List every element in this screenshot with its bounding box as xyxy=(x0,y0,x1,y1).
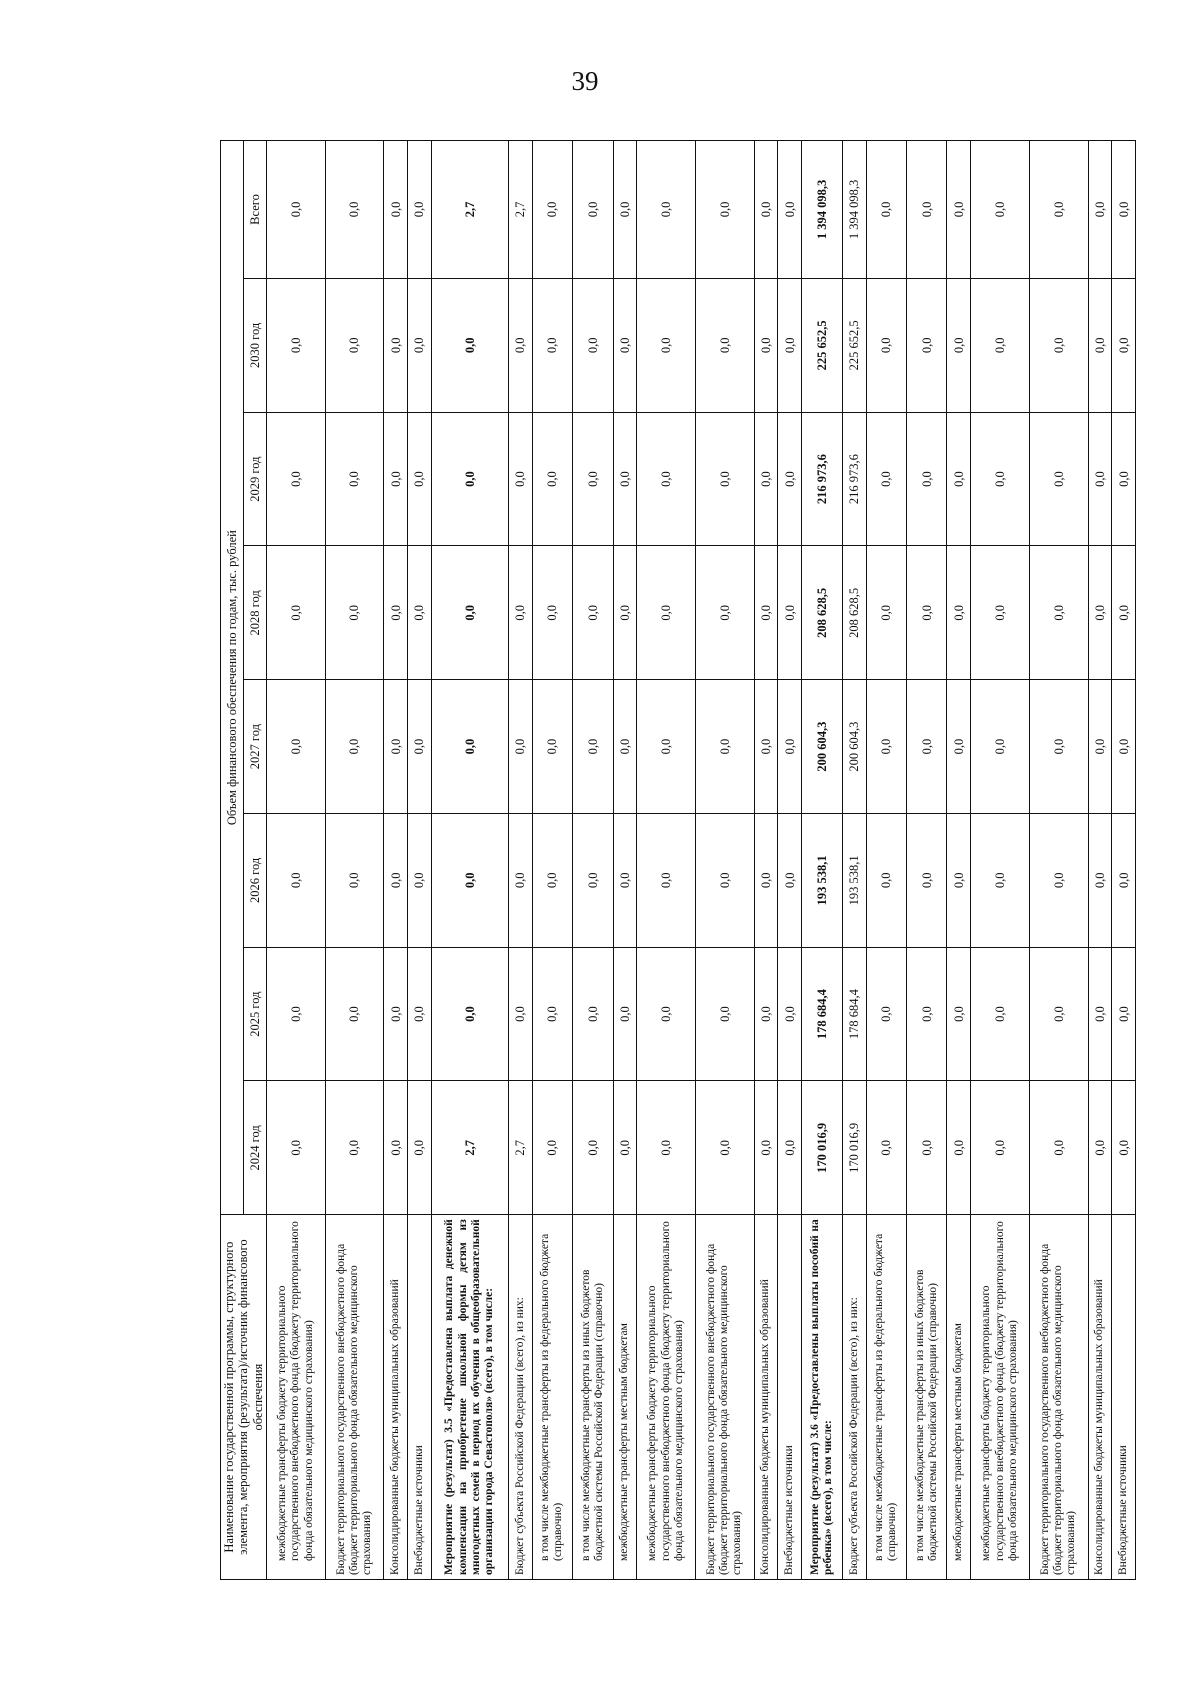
row-value: 0,0 xyxy=(1112,947,1136,1081)
row-value: 0,0 xyxy=(408,813,432,947)
table-row xyxy=(1088,141,1112,1580)
row-value: 0,0 xyxy=(695,546,754,680)
row-value: 0,0 xyxy=(325,947,384,1081)
header-volume-caption: Объем финансового обеспечения по годам, тыс. рублей xyxy=(221,141,244,1215)
row-value: 0,0 xyxy=(267,546,326,680)
row-value: 208 628,5 xyxy=(842,546,866,680)
row-value: 0,0 xyxy=(573,813,613,947)
row-label: Бюджет территориального государственного внебюджетного фонда (бюджет территориального фонда обязательного медицинского страхования) xyxy=(1029,1215,1088,1580)
header-year-1: 2025 год xyxy=(244,947,267,1081)
row-value: 2,7 xyxy=(508,1081,532,1215)
row-value: 0,0 xyxy=(613,680,637,814)
table-row xyxy=(971,141,1030,1580)
financing-table xyxy=(220,140,1136,1580)
row-value: 0,0 xyxy=(613,1081,637,1215)
row-value: 0,0 xyxy=(947,546,971,680)
row-value: 0,0 xyxy=(1088,412,1112,546)
row-value: 0,0 xyxy=(1088,947,1112,1081)
row-value: 0,0 xyxy=(754,1081,778,1215)
row-value: 0,0 xyxy=(778,947,802,1081)
row-value: 0,0 xyxy=(947,680,971,814)
row-value: 0,0 xyxy=(778,1081,802,1215)
row-value: 170 016,9 xyxy=(842,1081,866,1215)
row-value: 0,0 xyxy=(637,680,696,814)
row-value: 216 973,6 xyxy=(802,412,842,546)
row-value: 0,0 xyxy=(637,278,696,412)
row-value: 0,0 xyxy=(695,412,754,546)
row-label: Внебюджетные источники xyxy=(408,1215,432,1580)
row-value: 0,0 xyxy=(384,141,408,279)
row-value: 0,0 xyxy=(754,813,778,947)
row-value: 0,0 xyxy=(866,546,906,680)
row-value: 0,0 xyxy=(637,546,696,680)
row-value: 0,0 xyxy=(408,412,432,546)
row-value: 0,0 xyxy=(866,412,906,546)
row-label: межбюджетные трансферты местным бюджетам xyxy=(947,1215,971,1580)
row-value: 216 973,6 xyxy=(842,412,866,546)
table-row xyxy=(267,141,326,1580)
row-value: 0,0 xyxy=(866,813,906,947)
row-value: 0,0 xyxy=(907,278,947,412)
table-row xyxy=(802,141,842,1580)
row-value: 0,0 xyxy=(573,278,613,412)
row-value: 178 684,4 xyxy=(802,947,842,1081)
row-label: в том числе межбюджетные трансферты из федерального бюджета (справочно) xyxy=(866,1215,906,1580)
row-value: 0,0 xyxy=(971,546,1030,680)
row-value: 0,0 xyxy=(1029,1081,1088,1215)
row-value: 0,0 xyxy=(754,680,778,814)
table-row xyxy=(1029,141,1088,1580)
row-value: 0,0 xyxy=(754,141,778,279)
row-value: 0,0 xyxy=(778,278,802,412)
table-row xyxy=(866,141,906,1580)
row-value: 0,0 xyxy=(267,1081,326,1215)
header-year-4: 2028 год xyxy=(244,546,267,680)
row-value: 0,0 xyxy=(573,546,613,680)
row-value: 0,0 xyxy=(532,947,572,1081)
header-year-5: 2029 год xyxy=(244,412,267,546)
row-value: 0,0 xyxy=(1029,813,1088,947)
row-value: 0,0 xyxy=(384,947,408,1081)
row-value: 0,0 xyxy=(508,546,532,680)
row-value: 0,0 xyxy=(695,813,754,947)
row-value: 0,0 xyxy=(508,412,532,546)
table-row xyxy=(637,141,696,1580)
row-value: 2,7 xyxy=(432,1081,509,1215)
row-value: 193 538,1 xyxy=(842,813,866,947)
table-row xyxy=(508,141,532,1580)
header-row-caption xyxy=(221,141,244,1580)
row-value: 0,0 xyxy=(754,278,778,412)
row-value: 0,0 xyxy=(613,813,637,947)
row-value: 0,0 xyxy=(532,546,572,680)
row-value: 0,0 xyxy=(384,278,408,412)
row-value: 200 604,3 xyxy=(802,680,842,814)
row-value: 0,0 xyxy=(1088,813,1112,947)
row-value: 0,0 xyxy=(613,947,637,1081)
row-value: 0,0 xyxy=(971,141,1030,279)
row-value: 0,0 xyxy=(695,947,754,1081)
row-label: Консолидированные бюджеты муниципальных образований xyxy=(1088,1215,1112,1580)
row-label: Внебюджетные источники xyxy=(1112,1215,1136,1580)
table-row xyxy=(432,141,509,1580)
row-value: 0,0 xyxy=(637,947,696,1081)
row-value: 0,0 xyxy=(325,141,384,279)
row-value: 0,0 xyxy=(637,1081,696,1215)
row-value: 0,0 xyxy=(754,546,778,680)
row-value: 0,0 xyxy=(508,813,532,947)
row-value: 0,0 xyxy=(778,412,802,546)
row-label: Бюджет территориального государственного внебюджетного фонда (бюджет территориального фонда обязательного медицинского страхования) xyxy=(325,1215,384,1580)
row-value: 0,0 xyxy=(778,141,802,279)
row-value: 0,0 xyxy=(907,412,947,546)
row-value: 0,0 xyxy=(971,1081,1030,1215)
row-label: в том числе межбюджетные трансферты из иных бюджетов бюджетной системы Российской Федерации (справочно) xyxy=(573,1215,613,1580)
row-label: Внебюджетные источники xyxy=(778,1215,802,1580)
row-value: 0,0 xyxy=(384,813,408,947)
row-value: 0,0 xyxy=(971,412,1030,546)
row-value: 0,0 xyxy=(325,680,384,814)
row-value: 0,0 xyxy=(384,680,408,814)
row-label: межбюджетные трансферты бюджету территориального государственного внебюджетного фонда (бюджету территориального фонда обязательного медицинского страхования) xyxy=(971,1215,1030,1580)
row-value: 0,0 xyxy=(573,141,613,279)
row-value: 0,0 xyxy=(508,278,532,412)
row-value: 0,0 xyxy=(1029,141,1088,279)
row-value: 1 394 098,3 xyxy=(802,141,842,279)
row-label: межбюджетные трансферты местным бюджетам xyxy=(613,1215,637,1580)
row-value: 0,0 xyxy=(384,412,408,546)
row-label: Консолидированные бюджеты муниципальных образований xyxy=(384,1215,408,1580)
row-value: 0,0 xyxy=(907,546,947,680)
row-value: 0,0 xyxy=(1029,680,1088,814)
rotated-table-inner xyxy=(220,140,1131,1580)
row-value: 0,0 xyxy=(754,947,778,1081)
row-value: 0,0 xyxy=(325,546,384,680)
row-value: 200 604,3 xyxy=(842,680,866,814)
row-value: 0,0 xyxy=(1112,278,1136,412)
row-value: 0,0 xyxy=(1112,680,1136,814)
row-value: 0,0 xyxy=(947,278,971,412)
row-value: 0,0 xyxy=(325,412,384,546)
row-value: 0,0 xyxy=(1112,813,1136,947)
row-value: 0,0 xyxy=(947,813,971,947)
row-value: 0,0 xyxy=(532,680,572,814)
row-value: 0,0 xyxy=(947,412,971,546)
row-value: 0,0 xyxy=(573,1081,613,1215)
row-value: 0,0 xyxy=(432,546,509,680)
row-value: 0,0 xyxy=(432,680,509,814)
row-value: 0,0 xyxy=(267,141,326,279)
row-value: 0,0 xyxy=(532,141,572,279)
row-value: 0,0 xyxy=(508,680,532,814)
row-value: 0,0 xyxy=(1112,1081,1136,1215)
row-value: 0,0 xyxy=(866,680,906,814)
header-name-column: Наименование государственной программы, структурного элемента, мероприятия (результата)/источник финансового обеспечения xyxy=(221,1215,267,1580)
row-value: 0,0 xyxy=(907,680,947,814)
row-value: 0,0 xyxy=(695,680,754,814)
row-value: 178 684,4 xyxy=(842,947,866,1081)
row-value: 0,0 xyxy=(613,546,637,680)
row-value: 0,0 xyxy=(778,813,802,947)
row-value: 0,0 xyxy=(432,278,509,412)
table-row xyxy=(1112,141,1136,1580)
row-label: Мероприятие (результат) 3.5 «Предоставлена выплата денежной компенсации на приобретение школьной формы детям из многодетных семей в период их обучения в общеобразовательной организации города Севастополя» (всего), в том числе: xyxy=(432,1215,509,1580)
row-value: 0,0 xyxy=(613,412,637,546)
table-row xyxy=(907,141,947,1580)
header-year-7: Всего xyxy=(244,141,267,279)
row-value: 0,0 xyxy=(532,1081,572,1215)
row-value: 0,0 xyxy=(408,278,432,412)
row-value: 0,0 xyxy=(408,680,432,814)
row-label: Мероприятие (результат) 3.6 «Предоставлены выплаты пособий на ребенка» (всего), в том числе: xyxy=(802,1215,842,1580)
table-row xyxy=(532,141,572,1580)
row-value: 2,7 xyxy=(432,141,509,279)
row-value: 0,0 xyxy=(432,947,509,1081)
row-label: Бюджет субъекта Российской Федерации (всего), из них: xyxy=(508,1215,532,1580)
row-value: 0,0 xyxy=(573,680,613,814)
row-value: 0,0 xyxy=(778,680,802,814)
row-value: 0,0 xyxy=(637,412,696,546)
table-row xyxy=(325,141,384,1580)
row-value: 0,0 xyxy=(325,813,384,947)
row-value: 0,0 xyxy=(907,1081,947,1215)
row-value: 0,0 xyxy=(325,278,384,412)
row-value: 193 538,1 xyxy=(802,813,842,947)
row-value: 0,0 xyxy=(573,947,613,1081)
row-value: 0,0 xyxy=(866,947,906,1081)
row-value: 0,0 xyxy=(637,141,696,279)
row-value: 0,0 xyxy=(866,141,906,279)
row-value: 0,0 xyxy=(778,546,802,680)
row-value: 0,0 xyxy=(1112,141,1136,279)
row-label: Консолидированные бюджеты муниципальных образований xyxy=(754,1215,778,1580)
table-row xyxy=(947,141,971,1580)
row-value: 0,0 xyxy=(1088,680,1112,814)
row-value: 0,0 xyxy=(432,813,509,947)
row-value: 0,0 xyxy=(947,141,971,279)
row-label: межбюджетные трансферты бюджету территориального государственного внебюджетного фонда (бюджету территориального фонда обязательного медицинского страхования) xyxy=(267,1215,326,1580)
row-value: 0,0 xyxy=(532,412,572,546)
row-value: 0,0 xyxy=(1088,278,1112,412)
row-value: 0,0 xyxy=(267,680,326,814)
row-value: 2,7 xyxy=(508,141,532,279)
row-value: 0,0 xyxy=(532,813,572,947)
row-value: 0,0 xyxy=(1029,546,1088,680)
row-value: 0,0 xyxy=(1029,947,1088,1081)
row-value: 0,0 xyxy=(613,141,637,279)
row-value: 0,0 xyxy=(695,278,754,412)
row-label: Бюджет субъекта Российской Федерации (всего), из них: xyxy=(842,1215,866,1580)
row-value: 0,0 xyxy=(866,1081,906,1215)
header-year-2: 2026 год xyxy=(244,813,267,947)
row-value: 0,0 xyxy=(1088,546,1112,680)
table-row xyxy=(384,141,408,1580)
row-value: 0,0 xyxy=(384,546,408,680)
row-value: 208 628,5 xyxy=(802,546,842,680)
row-value: 0,0 xyxy=(1112,412,1136,546)
row-value: 0,0 xyxy=(267,813,326,947)
row-value: 0,0 xyxy=(408,947,432,1081)
row-value: 0,0 xyxy=(613,278,637,412)
row-value: 0,0 xyxy=(267,412,326,546)
row-value: 0,0 xyxy=(573,412,613,546)
row-value: 0,0 xyxy=(947,947,971,1081)
row-value: 0,0 xyxy=(695,141,754,279)
row-value: 0,0 xyxy=(695,1081,754,1215)
row-label: межбюджетные трансферты бюджету территориального государственного внебюджетного фонда (бюджету территориального фонда обязательного медицинского страхования) xyxy=(637,1215,696,1580)
table-row xyxy=(754,141,778,1580)
row-label: Бюджет территориального государственного внебюджетного фонда (бюджет территориального фонда обязательного медицинского страхования) xyxy=(695,1215,754,1580)
row-value: 0,0 xyxy=(1088,1081,1112,1215)
row-value: 0,0 xyxy=(971,278,1030,412)
table-row xyxy=(778,141,802,1580)
header-year-0: 2024 год xyxy=(244,1081,267,1215)
row-value: 0,0 xyxy=(384,1081,408,1215)
row-value: 0,0 xyxy=(408,546,432,680)
row-value: 0,0 xyxy=(1088,141,1112,279)
row-value: 0,0 xyxy=(754,412,778,546)
row-value: 170 016,9 xyxy=(802,1081,842,1215)
header-year-3: 2027 год xyxy=(244,680,267,814)
row-value: 0,0 xyxy=(907,947,947,1081)
row-value: 1 394 098,3 xyxy=(842,141,866,279)
table-body xyxy=(267,141,1136,1580)
row-value: 0,0 xyxy=(325,1081,384,1215)
row-value: 0,0 xyxy=(907,813,947,947)
row-value: 0,0 xyxy=(1112,546,1136,680)
row-label: в том числе межбюджетные трансферты из иных бюджетов бюджетной системы Российской Федерации (справочно) xyxy=(907,1215,947,1580)
row-value: 0,0 xyxy=(267,278,326,412)
row-value: 0,0 xyxy=(267,947,326,1081)
row-value: 0,0 xyxy=(971,813,1030,947)
row-value: 0,0 xyxy=(408,1081,432,1215)
table-row xyxy=(613,141,637,1580)
row-value: 0,0 xyxy=(637,813,696,947)
page-number: 39 xyxy=(571,66,599,96)
table-row xyxy=(695,141,754,1580)
row-value: 0,0 xyxy=(408,141,432,279)
table-row xyxy=(408,141,432,1580)
header-year-6: 2030 год xyxy=(244,278,267,412)
row-value: 0,0 xyxy=(1029,412,1088,546)
row-value: 225 652,5 xyxy=(802,278,842,412)
row-value: 0,0 xyxy=(1029,278,1088,412)
rotated-table-area xyxy=(220,140,1131,1580)
row-value: 225 652,5 xyxy=(842,278,866,412)
row-value: 0,0 xyxy=(432,412,509,546)
row-value: 0,0 xyxy=(508,947,532,1081)
table-row xyxy=(573,141,613,1580)
row-label: в том числе межбюджетные трансферты из федерального бюджета (справочно) xyxy=(532,1215,572,1580)
row-value: 0,0 xyxy=(947,1081,971,1215)
table-row xyxy=(842,141,866,1580)
row-value: 0,0 xyxy=(532,278,572,412)
row-value: 0,0 xyxy=(907,141,947,279)
row-value: 0,0 xyxy=(971,680,1030,814)
row-value: 0,0 xyxy=(971,947,1030,1081)
row-value: 0,0 xyxy=(866,278,906,412)
